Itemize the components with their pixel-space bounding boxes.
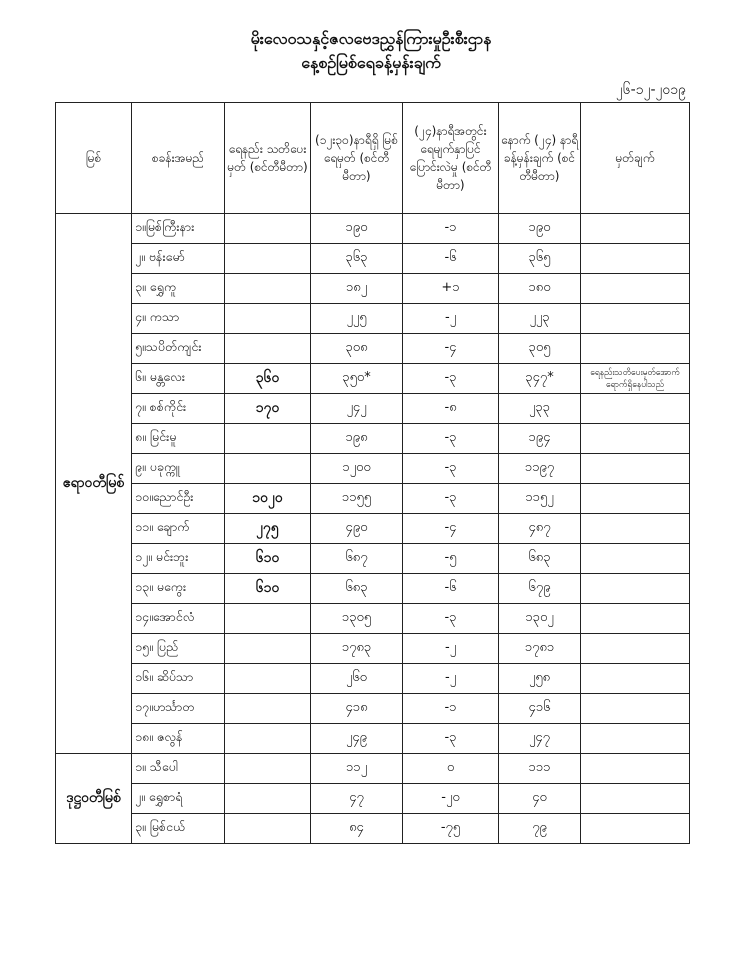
report-date: ၂၆-၁၂-၂၀၁၉ — [615, 82, 686, 98]
forecast-value: ၂၂၃ — [499, 304, 581, 334]
remark-text — [581, 604, 690, 634]
remark-text — [581, 274, 690, 304]
header-water-level: (၁၂း၃၀)နာရီရှိ မြစ်ရေမှတ် (စင်တီမီတာ) — [311, 103, 403, 214]
remark-text — [581, 634, 690, 664]
station-name: ၁၂။ မင်းဘူး — [132, 544, 225, 574]
station-name: ၁။ သီပေါ — [132, 754, 225, 784]
table-row — [56, 604, 690, 634]
station-name: ၂။ ရွှေစာရံ — [132, 784, 225, 814]
level-change-value: -၂၀ — [403, 784, 499, 814]
warning-level-value: ၃၆၀ — [225, 364, 311, 394]
remark-text — [581, 694, 690, 724]
report-title: နေ့စဉ်မြစ်ရေခန့်မှန်းချက် — [301, 53, 441, 72]
warning-level-value — [225, 634, 311, 664]
level-change-value: -၃ — [403, 364, 499, 394]
table-row — [56, 694, 690, 724]
warning-level-value — [225, 724, 311, 754]
level-change-value: -၆ — [403, 574, 499, 604]
table-row — [56, 214, 690, 244]
warning-level-value: ၁၀၂၀ — [225, 484, 311, 514]
level-change-value: -၃ — [403, 604, 499, 634]
forecast-value: ၁၁၅၂ — [499, 484, 581, 514]
header-24h-change: (၂၄)နာရီအတွင်း ရေမျက်နှာပြင် ပြောင်းလဲမှု (စင်တီမီတာ) — [403, 103, 499, 214]
warning-level-value — [225, 304, 311, 334]
warning-level-value — [225, 694, 311, 724]
water-level-value: ၁၉၀ — [311, 214, 403, 244]
warning-level-value: ၂၇၅ — [225, 514, 311, 544]
table-row — [56, 364, 690, 394]
level-change-value: -၃ — [403, 484, 499, 514]
remark-text — [581, 394, 690, 424]
water-level-value: ၂၂၅ — [311, 304, 403, 334]
forecast-value: ၁၁၁ — [499, 754, 581, 784]
station-name: ၃။ ရွှေကူ — [132, 274, 225, 304]
level-change-value: -၆ — [403, 244, 499, 274]
station-name: ၁၄။အောင်လံ — [132, 604, 225, 634]
table-row — [56, 244, 690, 274]
header-remark: မှတ်ချက် — [581, 103, 690, 214]
remark-text — [581, 334, 690, 364]
table-row — [56, 724, 690, 754]
station-name: ၄။ ကသာ — [132, 304, 225, 334]
warning-level-value — [225, 244, 311, 274]
department-title: မိုးလေဝသနှင့်ဇလဗေဒညွှန်ကြားမှုဦးစီးဌာန — [250, 29, 492, 48]
remark-text — [581, 244, 690, 274]
remark-text — [581, 574, 690, 604]
forecast-value: ၁၃၀၂ — [499, 604, 581, 634]
remark-text — [581, 814, 690, 844]
water-level-value: ၁၁၂ — [311, 754, 403, 784]
water-level-value: ၁၈၂ — [311, 274, 403, 304]
station-name: ၁၁။ ချောက် — [132, 514, 225, 544]
forecast-value: ၆၈၃ — [499, 544, 581, 574]
station-name: ၁၅။ ပြည် — [132, 634, 225, 664]
water-level-value: ၂၄၉ — [311, 724, 403, 754]
river-name: ဒုဋ္ဌဝတီမြစ် — [56, 754, 132, 844]
table-row — [56, 784, 690, 814]
table-row — [56, 544, 690, 574]
level-change-value: -၄ — [403, 334, 499, 364]
remark-text — [581, 214, 690, 244]
water-level-value: ၁၁၅၅ — [311, 484, 403, 514]
forecast-value: ၂၃၃ — [499, 394, 581, 424]
level-change-value: -၂ — [403, 304, 499, 334]
river-forecast-table — [55, 102, 690, 844]
water-level-value: ၂၆၀ — [311, 664, 403, 694]
forecast-value: ၁၉၀ — [499, 214, 581, 244]
warning-level-value — [225, 274, 311, 304]
remark-text — [581, 724, 690, 754]
warning-level-value: ၆၁၀ — [225, 544, 311, 574]
forecast-value: ၄၀ — [499, 784, 581, 814]
forecast-value: ၁၇၈၁ — [499, 634, 581, 664]
forecast-value: ၁၈၀ — [499, 274, 581, 304]
table-row — [56, 754, 690, 784]
water-level-value: ၁၉၈ — [311, 424, 403, 454]
station-name: ၉။ ပခုက္ကူ — [132, 454, 225, 484]
table-row — [56, 274, 690, 304]
table-row — [56, 394, 690, 424]
warning-level-value — [225, 754, 311, 784]
table-row — [56, 424, 690, 454]
forecast-value: ၃၆၅ — [499, 244, 581, 274]
level-change-value: -၁ — [403, 214, 499, 244]
level-change-value: -၃ — [403, 724, 499, 754]
station-name: ၁၀။ညောင်ဦး — [132, 484, 225, 514]
warning-level-value — [225, 214, 311, 244]
header-forecast: နောက် (၂၄) နာရီ ခန့်မှန်းချက် (စင်တီမီတာ) — [499, 103, 581, 214]
table-row — [56, 574, 690, 604]
water-level-value: ၆၈၇ — [311, 544, 403, 574]
table-row — [56, 814, 690, 844]
level-change-value: -၃ — [403, 424, 499, 454]
table-body — [56, 214, 690, 844]
station-name: ၂။ ဗန်းမော် — [132, 244, 225, 274]
table-row — [56, 454, 690, 484]
water-level-value: ၄၇ — [311, 784, 403, 814]
station-name: ၁၇။ဟင်္သာတ — [132, 694, 225, 724]
station-name: ၇။ စစ်ကိုင်း — [132, 394, 225, 424]
header-station: စခန်းအမည် — [132, 103, 225, 214]
forecast-value: ၆၇၉ — [499, 574, 581, 604]
forecast-value: ၁၁၉၇ — [499, 454, 581, 484]
water-level-value: ၃၆၃ — [311, 244, 403, 274]
station-name: ၁၈။ ဇလွန် — [132, 724, 225, 754]
level-change-value: +၁ — [403, 274, 499, 304]
warning-level-value — [225, 814, 311, 844]
water-level-value: ၁၂၀၀ — [311, 454, 403, 484]
forecast-value: ၂၄၇ — [499, 724, 581, 754]
level-change-value: -၈ — [403, 394, 499, 424]
water-level-value: ၃၅၀* — [311, 364, 403, 394]
forecast-value: ၃၀၅ — [499, 334, 581, 364]
warning-level-value — [225, 784, 311, 814]
station-name: ၅။သပိတ်ကျင်း — [132, 334, 225, 364]
remark-text — [581, 784, 690, 814]
header-warning-level: ရေနည်း သတိပေးမှတ် (စင်တီမီတာ) — [225, 103, 311, 214]
remark-text — [581, 424, 690, 454]
remark-text — [581, 484, 690, 514]
header-river: မြစ် — [56, 103, 132, 214]
table-row — [56, 514, 690, 544]
forecast-value: ၇၉ — [499, 814, 581, 844]
table-row — [56, 664, 690, 694]
station-name: ၁။မြစ်ကြီးနား — [132, 214, 225, 244]
warning-level-value — [225, 454, 311, 484]
forecast-value: ၁၉၄ — [499, 424, 581, 454]
warning-level-value — [225, 334, 311, 364]
station-name: ၃။ မြစ်ငယ် — [132, 814, 225, 844]
warning-level-value — [225, 664, 311, 694]
level-change-value: ၀ — [403, 754, 499, 784]
forecast-value: ၄၈၇ — [499, 514, 581, 544]
water-level-value: ၁၇၈၃ — [311, 634, 403, 664]
table-row — [56, 634, 690, 664]
remark-text — [581, 304, 690, 334]
water-level-value: ၄၁၈ — [311, 694, 403, 724]
remark-text — [581, 514, 690, 544]
water-level-value: ၆၈၃ — [311, 574, 403, 604]
level-change-value: -၁ — [403, 694, 499, 724]
station-name: ၁၃။ မကွေး — [132, 574, 225, 604]
river-name: ဧရာဝတီမြစ် — [56, 214, 132, 754]
remark-text — [581, 454, 690, 484]
forecast-value: ၂၅၈ — [499, 664, 581, 694]
station-name: ၈။ မြင်းမူ — [132, 424, 225, 454]
water-level-value: ၈၄ — [311, 814, 403, 844]
warning-level-value — [225, 604, 311, 634]
remark-text — [581, 754, 690, 784]
level-change-value: -၃ — [403, 454, 499, 484]
level-change-value: -၇၅ — [403, 814, 499, 844]
warning-level-value: ၆၁၀ — [225, 574, 311, 604]
remark-text — [581, 664, 690, 694]
warning-level-value — [225, 424, 311, 454]
level-change-value: -၄ — [403, 514, 499, 544]
water-level-value: ၁၃၀၅ — [311, 604, 403, 634]
level-change-value: -၂ — [403, 634, 499, 664]
remark-text — [581, 544, 690, 574]
level-change-value: -၅ — [403, 544, 499, 574]
level-change-value: -၂ — [403, 664, 499, 694]
table-row — [56, 334, 690, 364]
remark-text: ရေနည်းသတိပေးမှတ်အောက် ရောက်ရှိနေပါသည် — [581, 364, 690, 394]
station-name: ၆။ မန္တလေး — [132, 364, 225, 394]
forecast-value: ၄၁၆ — [499, 694, 581, 724]
header-row — [56, 103, 690, 214]
forecast-value: ၃၄၇* — [499, 364, 581, 394]
water-level-value: ၂၄၂ — [311, 394, 403, 424]
table-row — [56, 304, 690, 334]
table-row — [56, 484, 690, 514]
water-level-value: ၃၀၈ — [311, 334, 403, 364]
water-level-value: ၄၉၀ — [311, 514, 403, 544]
station-name: ၁၆။ ဆိပ်သာ — [132, 664, 225, 694]
warning-level-value: ၁၇၀ — [225, 394, 311, 424]
